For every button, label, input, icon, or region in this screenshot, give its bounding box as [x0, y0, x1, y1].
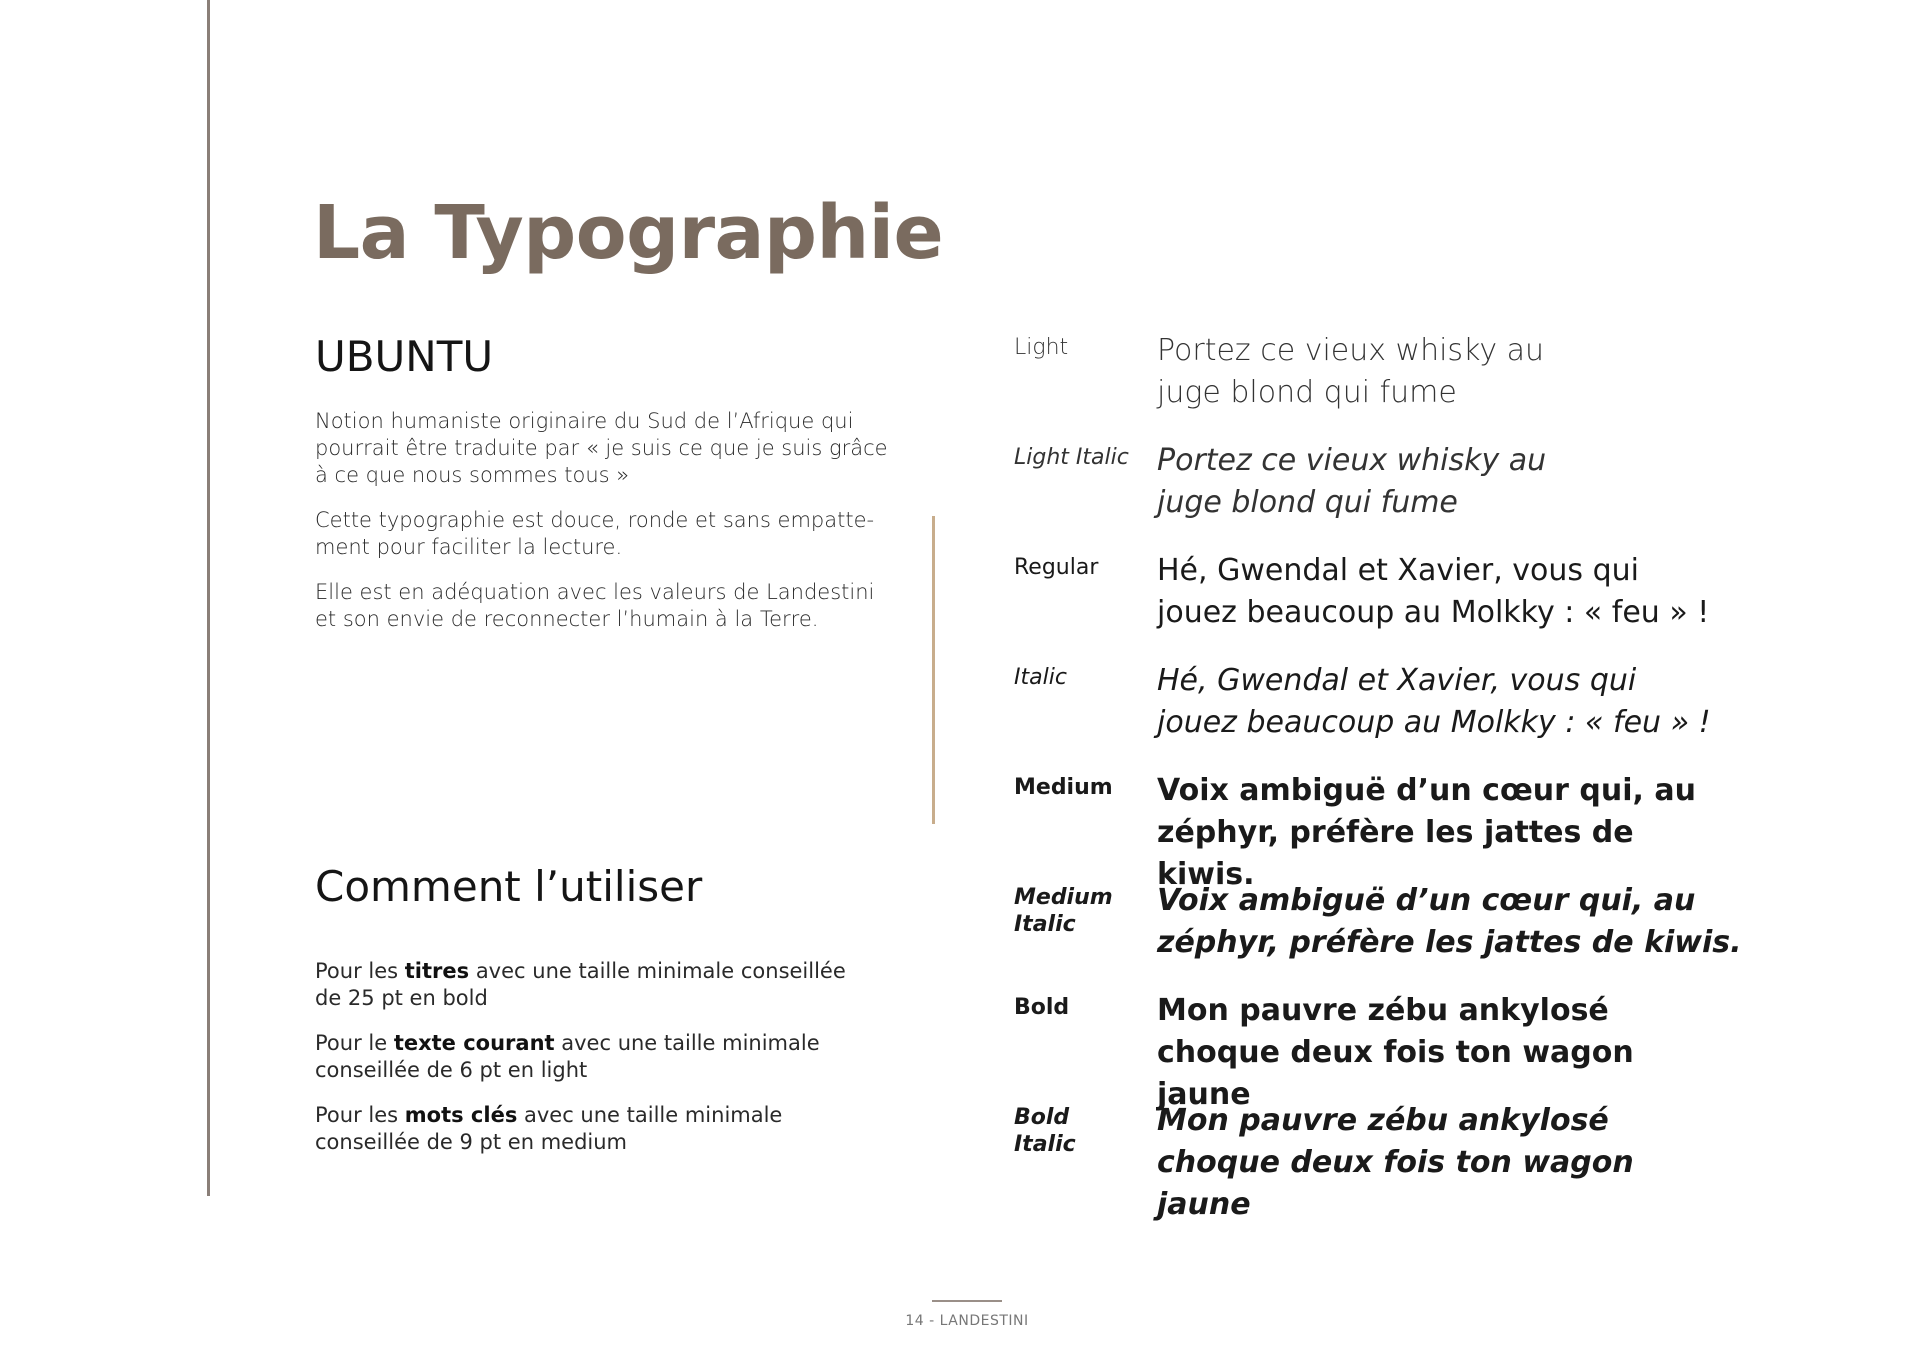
specimen-sample: Voix ambiguë d’un cœur qui, au zéphyr, préfère les jattes de kiwis.: [1157, 773, 1696, 892]
intro-paragraph: Notion humaniste originaire du Sud de l’Afrique qui pourrait être traduite par « je suis ce que je suis grâce à ce que nous sommes tous »: [315, 409, 888, 487]
footer-rule: [932, 1300, 1002, 1302]
specimen-row-medium: [1014, 770, 1894, 892]
specimen-sample: Mon pauvre zébu ankylosé choque deux fois ton wagon jaune: [1157, 1103, 1634, 1222]
usage-heading: Comment l’utiliser: [315, 862, 703, 911]
weight-label: Light Italic: [1014, 445, 1129, 470]
page-footer: 14 - LANDESTINI: [905, 1313, 1029, 1329]
usage-item: Pour les mots clés avec une taille minimale conseillée de 9 pt en medium: [315, 1103, 783, 1154]
specimen-row-italic: [1014, 660, 1894, 770]
usage-keyword: texte courant: [393, 1031, 555, 1055]
specimen-row-medium-italic: [1014, 880, 1894, 990]
weight-label: Bold: [1014, 995, 1070, 1020]
specimen-sample: Voix ambiguë d’un cœur qui, au zéphyr, préfère les jattes de kiwis.: [1157, 883, 1742, 960]
weight-label: Light: [1014, 335, 1069, 360]
weight-label: Italic: [1014, 665, 1067, 690]
specimen-row-regular: [1014, 550, 1894, 660]
intro-paragraph: Cette typographie est douce, ronde et sans empatte-ment pour faciliter la lecture.: [315, 508, 875, 559]
left-margin-rule: [207, 0, 210, 1196]
specimen-row-light: [1014, 330, 1894, 440]
usage-keyword: titres: [404, 959, 470, 983]
page-title: La Typographie: [313, 190, 944, 276]
usage-keyword: mots clés: [404, 1103, 518, 1127]
usage-item: Pour le texte courant avec une taille minimale conseillée de 6 pt en light: [315, 1031, 820, 1082]
specimen-sample: Portez ce vieux whisky au juge blond qui fume: [1157, 333, 1545, 410]
font-weight-specimens: [1014, 330, 1894, 1222]
intro-paragraph: Elle est en adéquation avec les valeurs de Landestini et son envie de reconnecter l’humain à la Terre.: [315, 580, 875, 631]
usage-item: Pour les titres avec une taille minimale conseillée de 25 pt en bold: [315, 959, 846, 1010]
weight-label: Regular: [1014, 555, 1099, 580]
specimen-sample: Mon pauvre zébu ankylosé choque deux fois ton wagon jaune: [1157, 993, 1634, 1112]
specimen-sample: Hé, Gwendal et Xavier, vous qui jouez beaucoup au Molkky : « feu » !: [1157, 553, 1710, 630]
column-divider-rule: [932, 516, 935, 824]
intro-text: [315, 408, 895, 651]
weight-label: Medium Italic: [1014, 885, 1113, 937]
specimen-row-light-italic: [1014, 440, 1894, 550]
weight-label: Bold Italic: [1014, 1105, 1076, 1157]
weight-label: Medium: [1014, 775, 1113, 800]
usage-guidelines: [315, 958, 875, 1174]
font-name-heading: UBUNTU: [315, 332, 494, 381]
specimen-row-bold-italic: [1014, 1100, 1894, 1222]
specimen-sample: Hé, Gwendal et Xavier, vous qui jouez beaucoup au Molkky : « feu » !: [1157, 663, 1711, 740]
specimen-row-bold: [1014, 990, 1894, 1112]
specimen-sample: Portez ce vieux whisky au juge blond qui fume: [1157, 443, 1547, 520]
